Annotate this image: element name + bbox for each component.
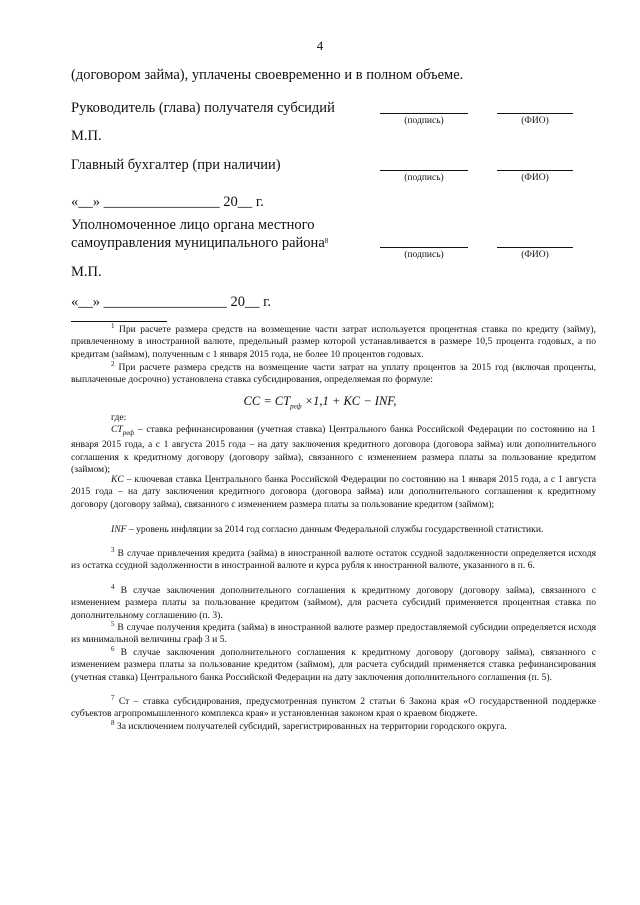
subsidy-formula: CC = $CT_{реф} \times 1,1$ + KC − INF, <box>243 394 397 411</box>
accountant-fio-caption: (ФИО) <box>521 173 549 183</box>
official-signature-line <box>380 247 468 248</box>
footnote-separator <box>71 321 167 322</box>
accountant-fio-line <box>497 170 573 171</box>
date-line-1: «__» ________________ 20__ г. <box>71 194 264 210</box>
head-label: Руководитель (глава) получателя субсидий <box>71 100 335 116</box>
date-line-2: «__» _________________ 20__ г. <box>71 294 272 310</box>
official-fio-line <box>497 247 573 248</box>
footnote-7: $^7$ Ст – ставка субсидирования, предусмотренная пунктом 2 статьи 6 Закона края «О государственной поддержке субъектов агропромышленного комплекса края» и установленная законом края о краевом бюджете. <box>71 694 596 720</box>
official-label-line2: самоуправления муниципального района$^8$ <box>71 235 329 251</box>
head-sign-caption: (подпись) <box>404 116 444 126</box>
accountant-sign-caption: (подпись) <box>404 173 444 183</box>
definition-kc: KC – ключевая ставка Центрального банка Российской Федерации по состоянию на 1 января 2015 года, а с 1 августа 2015 года – на дату заключения кредитного договора (договора займа) или дополнительного соглашения к кредитному договору (договору займа), связанного с изменением размера платы за пользование кредитом (займом); <box>71 474 596 510</box>
footnote-5: $^5$ В случае получения кредита (займа) в иностранной валюте размер предоставляемой субсидии определяется исходя из минимальной величины граф 3 и 5. <box>71 620 597 646</box>
page-number: 4 <box>316 38 324 53</box>
footnote-2: $^2$ При расчете размера средств на возмещение части затрат на уплату процентов за 2015 год (включая проценты, выплаченные досрочно) установлена ставка субсидирования, определяемая по формуле: <box>71 360 596 386</box>
top-line: (договором займа), уплачены своевременно и в полном объеме. <box>71 67 464 83</box>
footnote-1: $^1$ При расчете размера средств на возмещение части затрат используется процентная ставка по кредиту (займу), привлеченному в иностранной валюте, предельный размер которой устанавливается в размере 10,5 процента годовых, а по кредитам (займам), полученным с 1 января 2015 года, не более 10 процентов годовых. <box>71 322 596 360</box>
footnote-8: $^8$ За исключением получателей субсидий, зарегистрированных на территории городского округа. <box>111 719 507 732</box>
definition-inf: INF – уровень инфляции за 2014 год согласно данным Федеральной службы государственной статистики. <box>111 524 544 535</box>
formula-where: где: <box>111 412 127 423</box>
official-sign-caption: (подпись) <box>404 250 444 260</box>
head-fio-caption: (ФИО) <box>521 116 549 126</box>
official-fio-caption: (ФИО) <box>521 250 549 260</box>
official-label-line1: Уполномоченное лицо органа местного <box>71 217 315 233</box>
head-signature-line <box>380 113 468 114</box>
footnote-4: $^4$ В случае заключения дополнительного соглашения к кредитному договору (договору займа), связанного с изменением размера платы за пользование кредитом (займом), для расчета субсидий применяется процентная ставка по дополнительному соглашению (п. 3). <box>71 583 596 621</box>
stamp-place-2: М.П. <box>71 264 102 280</box>
definition-ct: $CT_{реф}$ – ставка рефинансирования (учетная ставка) Центрального банка Российской Федерации по состоянию на 1 января 2015 года, а с 1 августа 2015 года – на дату заключения кредитного договора (договора займа) или дополнительного соглашения к кредитному договору (договору займа), связанного с изменением размера платы за пользование кредитом (займом); <box>71 424 596 475</box>
footnote-6: $^6$ В случае заключения дополнительного соглашения к кредитному договору (договору займа), связанного с изменением размера платы за пользование кредитом (займом), для расчета субсидий применяется ставка рефинансирования (учетная ставка) Центрального банка Российской Федерации на дату заключения дополнительного соглашения (п. 5). <box>71 645 596 683</box>
footnote-3: $^3$ В случае привлечения кредита (займа) в иностранной валюте остаток ссудной задолженности определяется исходя из остатка ссудной задолженности в иностранной валюте и курса рубля к иностранной валюте, указанного в п. 6. <box>71 546 596 572</box>
accountant-signature-line <box>380 170 468 171</box>
head-fio-line <box>497 113 573 114</box>
stamp-place-1: М.П. <box>71 128 102 144</box>
accountant-label: Главный бухгалтер (при наличии) <box>71 157 281 173</box>
